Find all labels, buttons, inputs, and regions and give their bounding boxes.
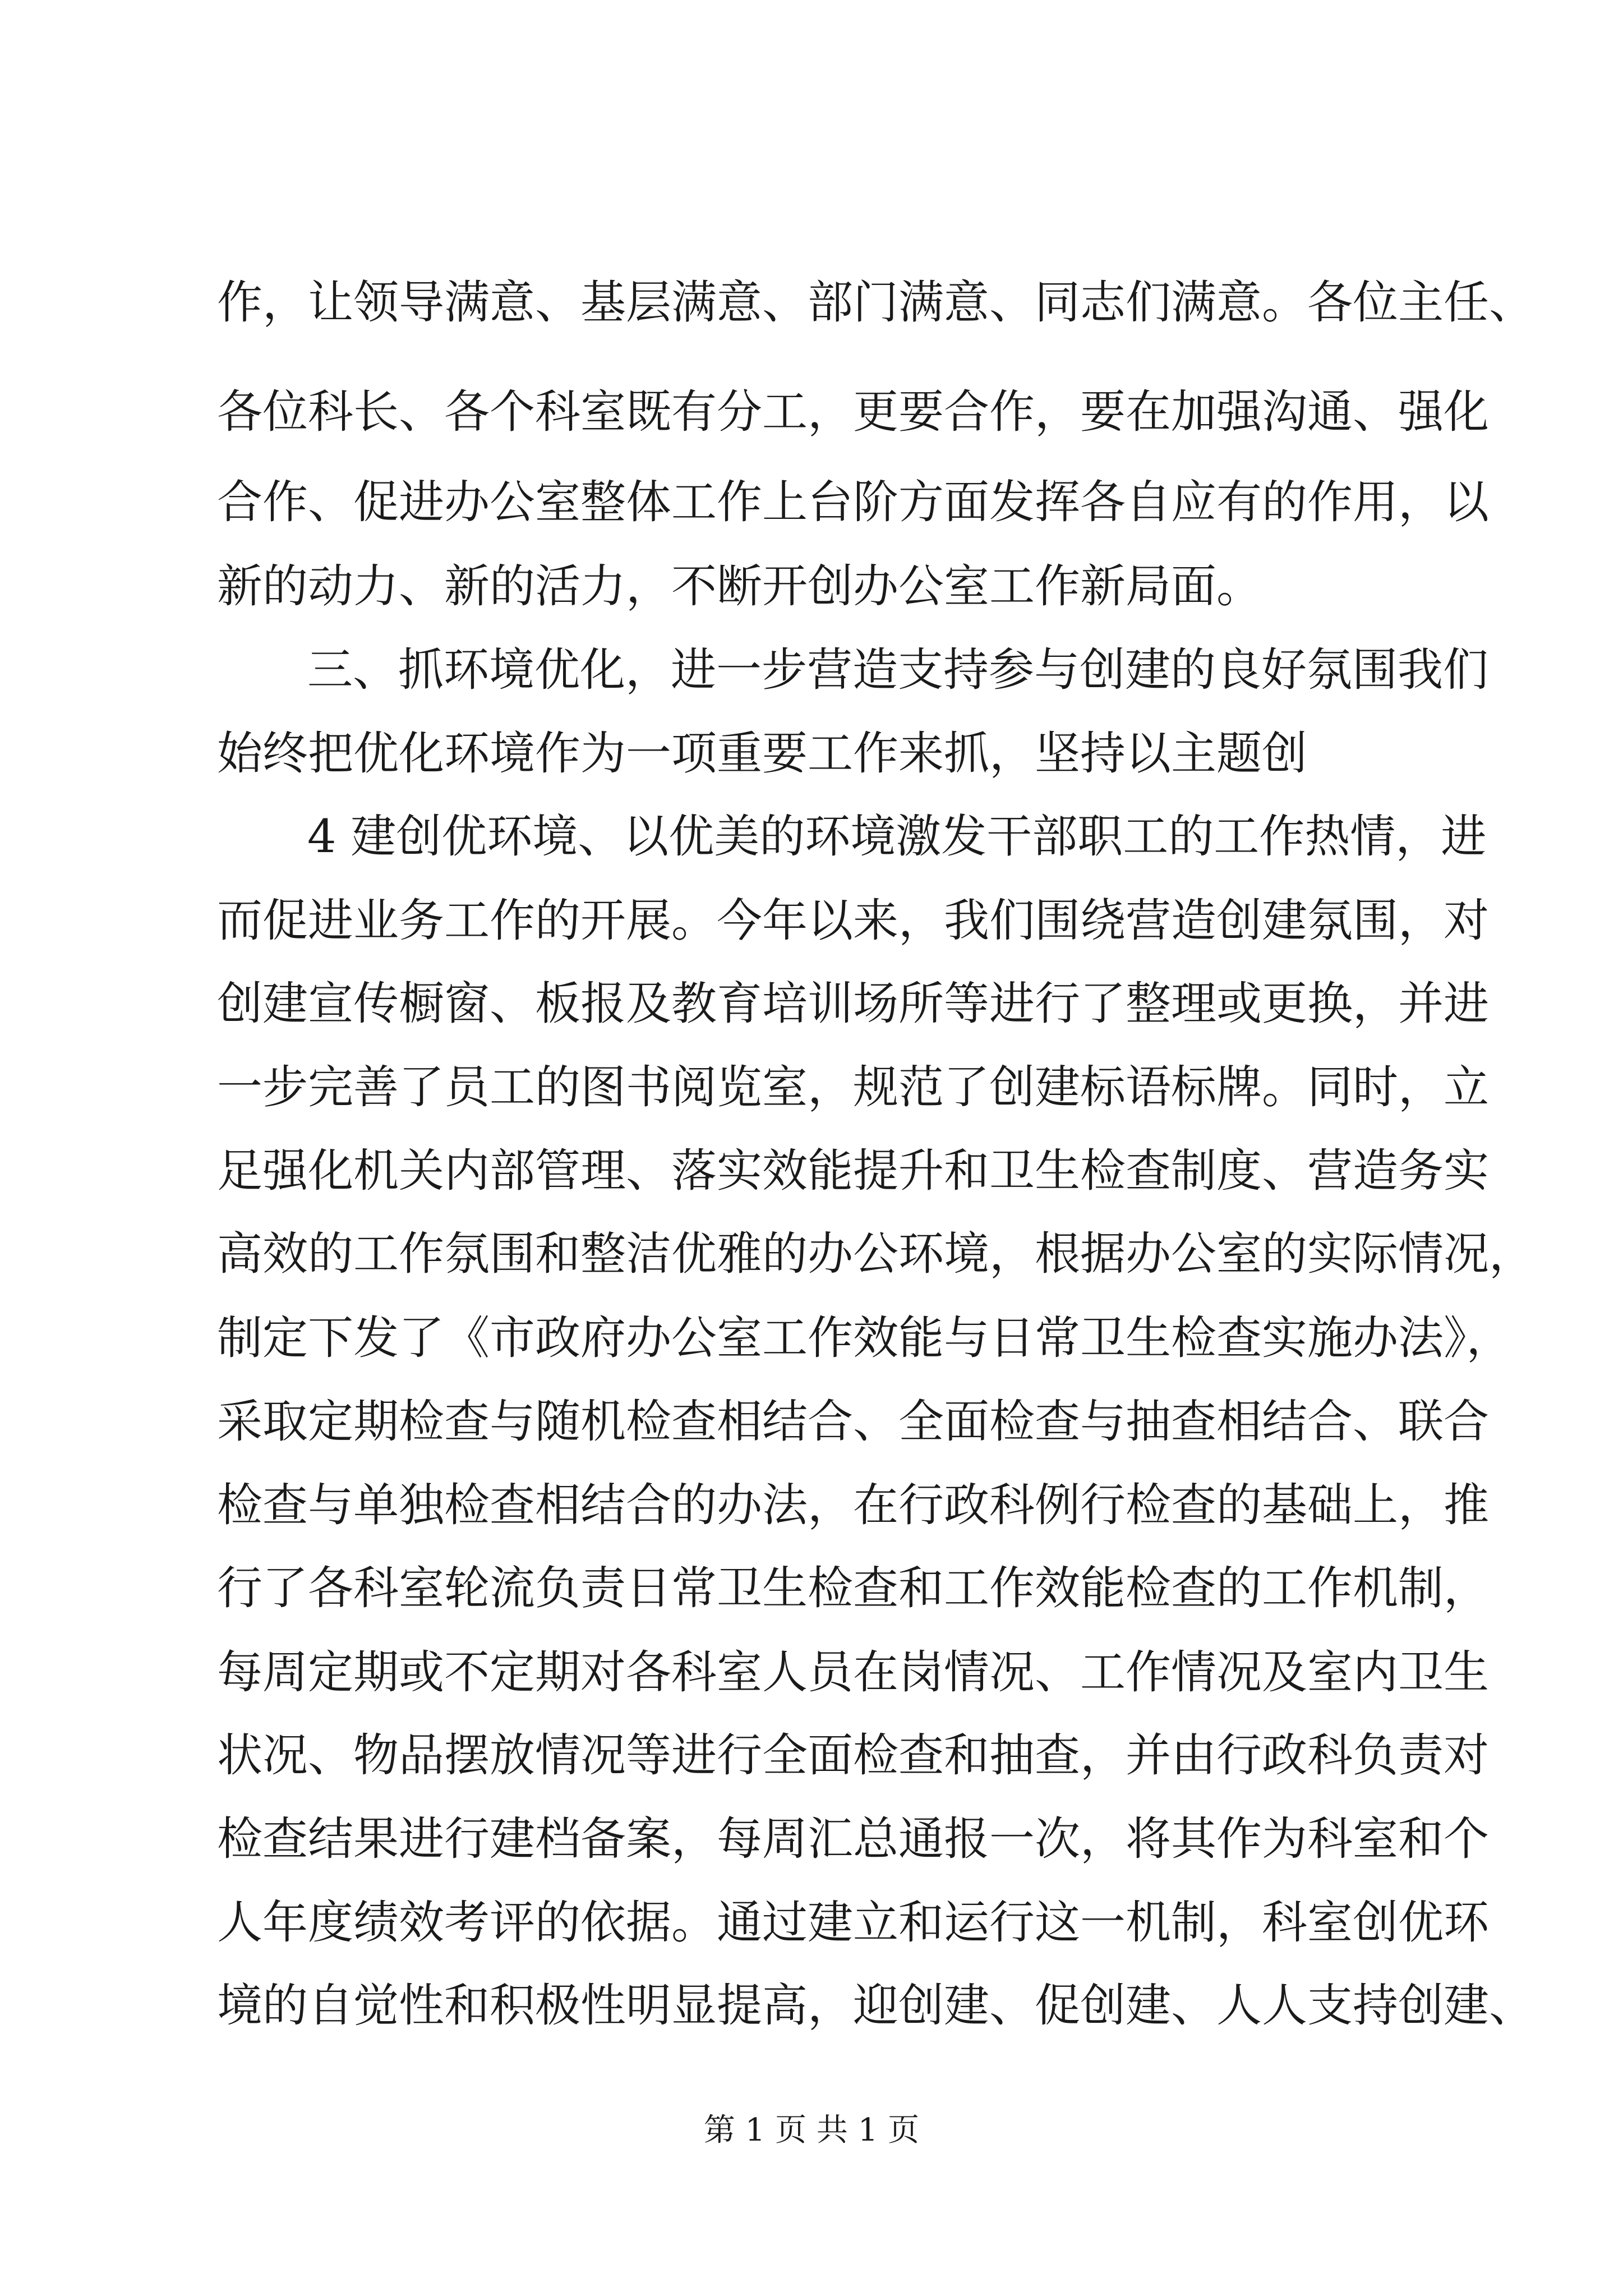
text-line-20: 人年度绩效考评的依据。通过建立和运行这一机制，科室创优环 <box>217 1897 1490 1949</box>
text-line-16: 行了各科室轮流负责日常卫生检查和工作效能检查的工作机制， <box>217 1562 1490 1615</box>
text-line-11: 足强化机关内部管理、落实效能提升和卫生检查制度、营造务实 <box>217 1145 1490 1198</box>
text-line-2: 各位科长、各个科室既有分工，更要合作，要在加强沟通、强化 <box>217 386 1490 439</box>
page-footer: 第 1 页 共 1 页 <box>703 2112 920 2148</box>
text-line-9: 创建宣传橱窗、板报及教育培训场所等进行了整理或更换，并进 <box>217 978 1490 1030</box>
text-line-17: 每周定期或不定期对各科室人员在岗情况、工作情况及室内卫生 <box>217 1646 1490 1699</box>
text-line-12: 高效的工作氛围和整洁优雅的办公环境，根据办公室的实际情况， <box>217 1228 1535 1281</box>
text-line-21: 境的自觉性和积极性明显提高，迎创建、促创建、人人支持创建、 <box>217 1980 1535 2032</box>
text-line-13: 制定下发了《市政府办公室工作效能与日常卫生检查实施办法》， <box>217 1312 1512 1365</box>
text-line-14: 采取定期检查与随机检查相结合、全面检查与抽查相结合、联合 <box>217 1396 1490 1448</box>
text-line-4: 新的动力、新的活力，不断开创办公室工作新局面。 <box>217 560 1262 613</box>
text-line-6: 始终把优化环境作为一项重要工作来抓，坚持以主题创 <box>217 728 1308 780</box>
text-line-15: 检查与单独检查相结合的办法，在行政科例行检查的基础上，推 <box>217 1479 1490 1532</box>
text-line-7: 4 建创优环境、以优美的环境激发干部职工的工作热情，进 <box>307 811 1487 863</box>
text-line-19: 检查结果进行建档备案，每周汇总通报一次，将其作为科室和个 <box>217 1813 1490 1866</box>
text-line-3: 合作、促进办公室整体工作上台阶方面发挥各自应有的作用，以 <box>217 476 1490 529</box>
text-line-8: 而促进业务工作的开展。今年以来，我们围绕营造创建氛围，对 <box>217 895 1490 947</box>
text-line-10: 一步完善了员工的图书阅览室，规范了创建标语标牌。同时，立 <box>217 1061 1490 1114</box>
text-line-1: 作，让领导满意、基层满意、部门满意、同志们满意。各位主任、 <box>217 277 1535 329</box>
text-line-18: 状况、物品摆放情况等进行全面检查和抽查，并由行政科负责对 <box>217 1729 1490 1782</box>
text-line-5: 三、抓环境优化，进一步营造支持参与创建的良好氛围我们 <box>307 644 1489 697</box>
